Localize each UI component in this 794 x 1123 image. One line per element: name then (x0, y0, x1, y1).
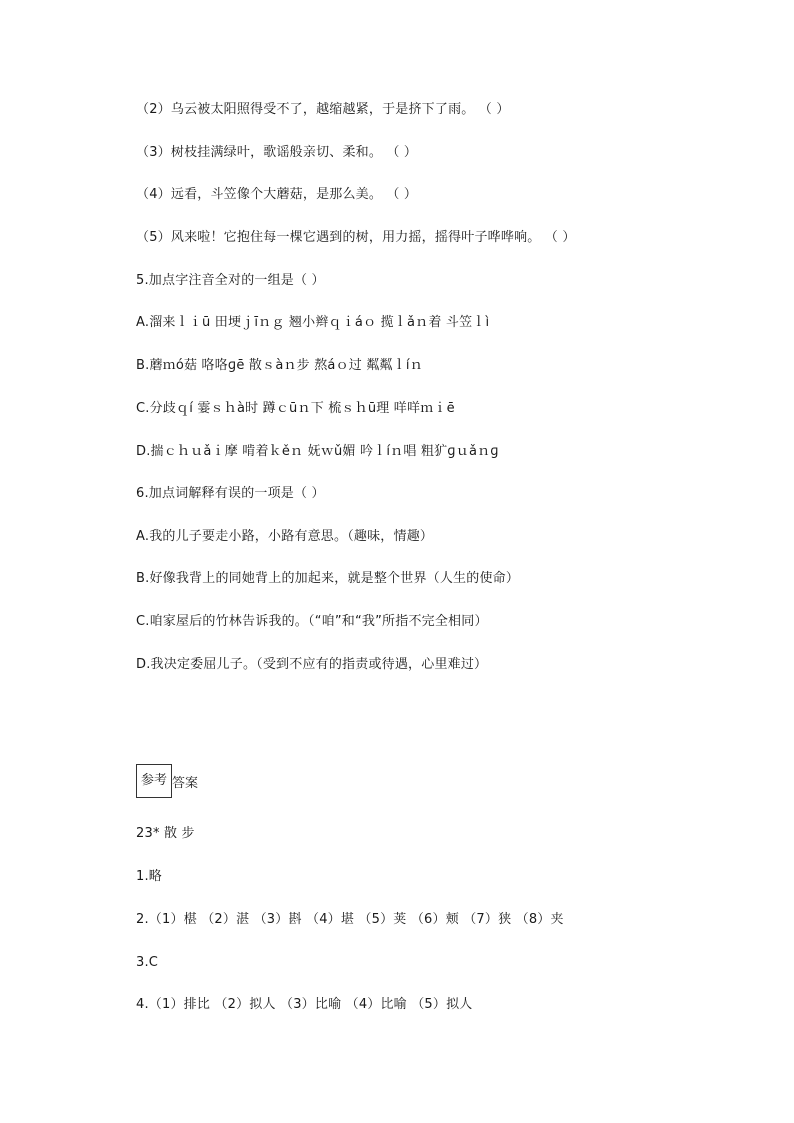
answer-item-4: 4.（1）排比 （2）拟人 （3）比喻 （4）比喻 （5）拟人 (136, 997, 473, 1012)
q4-item-3: （3）树枝挂满绿叶，歌谣般亲切、柔和。 （ ） (136, 145, 418, 160)
q5-option-c: C.分歧ｑí 霎ｓｈà时 蹲ｃūｎ下 梳ｓｈū理 咩咩ｍｉē (136, 401, 455, 416)
q6-option-b: B.好像我背上的同她背上的加起来，就是整个世界（人生的使命） (136, 571, 520, 586)
answers-title: 23* 散 步 (136, 826, 195, 841)
answer-item-2: 2.（1）椹 （2）湛 （3）斟 （4）堪 （5）荚 （6）颊 （7）狭 （8）夹 (136, 912, 564, 927)
answer-item-3: 3.C (136, 955, 159, 970)
q5-stem: 5.加点字注音全对的一组是（ ） (136, 273, 325, 288)
q6-option-d: D.我决定委屈儿子。（受到不应有的指责或待遇，心里难过） (136, 657, 488, 672)
q5-option-a: A.溜来ｌｉū 田埂ｊīｎｇ 翘小辫ｑｉáｏ 揽ｌǎｎ着 斗笠ｌì (136, 315, 490, 330)
q4-item-5: （5）风来啦！它抱住每一棵它遇到的树，用力摇，摇得叶子哗哗响。 （ ） (136, 230, 576, 245)
q5-option-b: B.蘑ｍó菇 咯咯ɡē 散ｓàｎ步 熬áｏ过 粼粼ｌíｎ (136, 358, 423, 373)
q6-option-a: A.我的儿子要走小路，小路有意思。（趣味，情趣） (136, 529, 434, 544)
q5-option-d: D.揣ｃｈｕǎｉ摩 啃着ｋěｎ 妩ｗǔ媚 吟ｌíｎ唱 粗犷ɡｕǎｎɡ (136, 444, 499, 459)
answer-item-1: 1.略 (136, 869, 163, 884)
q6-option-c: C.咱家屋后的竹林告诉我的。（“咱”和“我”所指不完全相同） (136, 614, 488, 629)
q6-stem: 6.加点词解释有误的一项是（ ） (136, 486, 325, 501)
answers-header-rest: 答案 (172, 775, 199, 791)
q4-item-4: （4）远看，斗笠像个大蘑菇，是那么美。 （ ） (136, 187, 418, 202)
answers-header-boxed: 参考 (136, 764, 172, 798)
answers-header (136, 764, 198, 798)
q4-item-2: （2）乌云被太阳照得受不了，越缩越紧，于是挤下了雨。 （ ） (136, 102, 510, 117)
